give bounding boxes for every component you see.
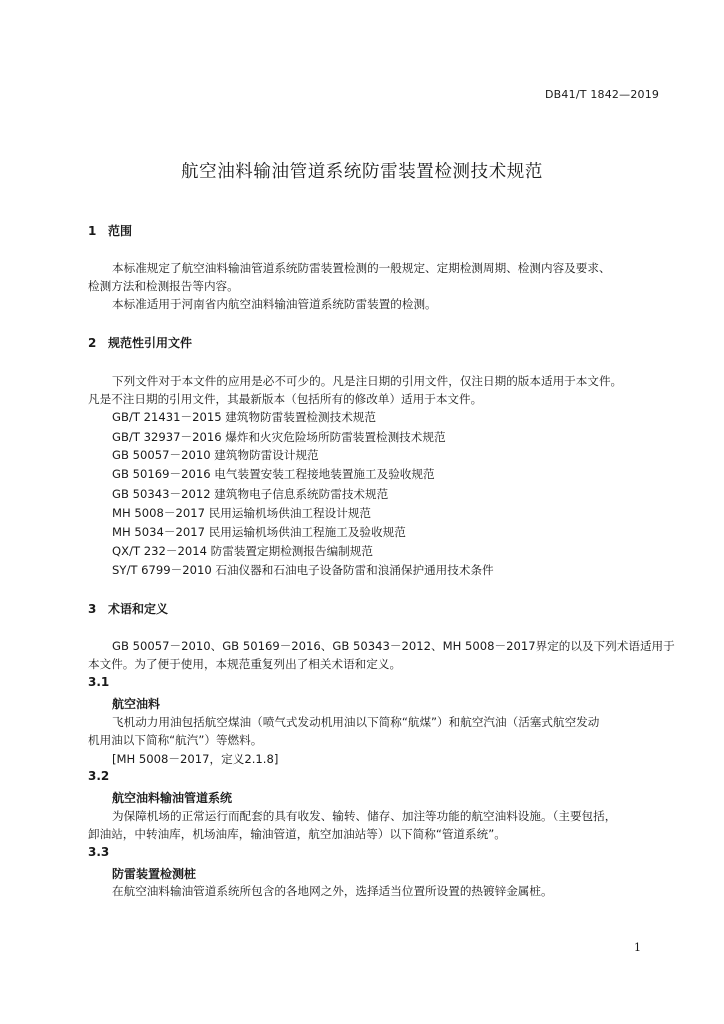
term-number: 3.3 bbox=[88, 845, 110, 859]
section-2-heading bbox=[88, 334, 192, 351]
section-1-heading bbox=[88, 222, 132, 239]
term-source: [MH 5008－2017，定义2.1.8] bbox=[112, 752, 279, 766]
term-name: 航空油料输油管道系统 bbox=[112, 791, 233, 805]
sec2-para1-line2: 凡是不注日期的引用文件，其最新版本（包括所有的修改单）适用于本文件。 bbox=[88, 392, 483, 406]
sec1-para1-line2: 检测方法和检测报告等内容。 bbox=[88, 279, 239, 293]
term-number: 3.1 bbox=[88, 675, 110, 689]
section-number: 1 bbox=[88, 224, 97, 238]
section-title: 范围 bbox=[108, 224, 133, 238]
term-definition-line1: 飞机动力用油包括航空煤油（喷气式发动机用油以下简称“航煤”）和航空汽油（活塞式航空发动 bbox=[112, 715, 600, 729]
term-definition-line2: 机用油以下简称“航汽”）等燃料。 bbox=[88, 733, 263, 747]
reference-item: GB/T 21431－2015 建筑物防雷装置检测技术规范 bbox=[112, 410, 376, 424]
sec3-para1-line1: GB 50057－2010、GB 50169－2016、GB 50343－2012、MH 5008－2017界定的以及下列术语适用于 bbox=[112, 639, 675, 653]
reference-item: GB 50057－2010 建筑物防雷设计规范 bbox=[112, 448, 319, 462]
section-number: 3 bbox=[88, 602, 97, 616]
sec1-para1-line1: 本标准规定了航空油料输油管道系统防雷装置检测的一般规定、定期检测周期、检测内容及要求、 bbox=[112, 261, 611, 275]
document-code: DB41/T 1842—2019 bbox=[545, 88, 660, 101]
term-definition-line1: 为保障机场的正常运行而配套的具有收发、输转、储存、加注等功能的航空油料设施。（主要包括， bbox=[112, 809, 617, 823]
term-definition-line2: 卸油站，中转油库，机场油库，输油管道，航空加油站等）以下简称“管道系统”。 bbox=[88, 827, 506, 841]
term-number: 3.2 bbox=[88, 769, 110, 783]
reference-item: GB/T 32937－2016 爆炸和火灾危险场所防雷装置检测技术规范 bbox=[112, 430, 446, 444]
reference-item: QX/T 232－2014 防雷装置定期检测报告编制规范 bbox=[112, 544, 373, 558]
term-definition-line1: 在航空油料输油管道系统所包含的各地网之外，选择适当位置所设置的热镀锌金属桩。 bbox=[112, 884, 553, 898]
sec3-para1-line2: 本文件。为了便于使用，本规范重复列出了相关术语和定义。 bbox=[88, 657, 402, 671]
sec2-para1-line1: 下列文件对于本文件的应用是必不可少的。凡是注日期的引用文件，仅注日期的版本适用于本文件。 bbox=[112, 374, 623, 388]
reference-item: SY/T 6799－2010 石油仪器和石油电子设备防雷和浪涌保护通用技术条件 bbox=[112, 563, 494, 577]
term-name: 防雷装置检测桩 bbox=[112, 867, 197, 881]
sec1-para2: 本标准适用于河南省内航空油料输油管道系统防雷装置的检测。 bbox=[112, 297, 437, 311]
section-title: 规范性引用文件 bbox=[108, 336, 193, 350]
page-number: 1 bbox=[634, 941, 641, 954]
reference-item: GB 50343－2012 建筑物电子信息系统防雷技术规范 bbox=[112, 487, 389, 501]
reference-item: GB 50169－2016 电气装置安装工程接地装置施工及验收规范 bbox=[112, 467, 435, 481]
reference-item: MH 5034－2017 民用运输机场供油工程施工及验收规范 bbox=[112, 525, 406, 539]
term-name: 航空油料 bbox=[112, 697, 161, 711]
reference-item: MH 5008－2017 民用运输机场供油工程设计规范 bbox=[112, 506, 372, 520]
section-3-heading bbox=[88, 600, 168, 617]
section-number: 2 bbox=[88, 336, 97, 350]
section-title: 术语和定义 bbox=[108, 602, 169, 616]
document-title: 航空油料输油管道系统防雷装置检测技术规范 bbox=[181, 162, 543, 182]
